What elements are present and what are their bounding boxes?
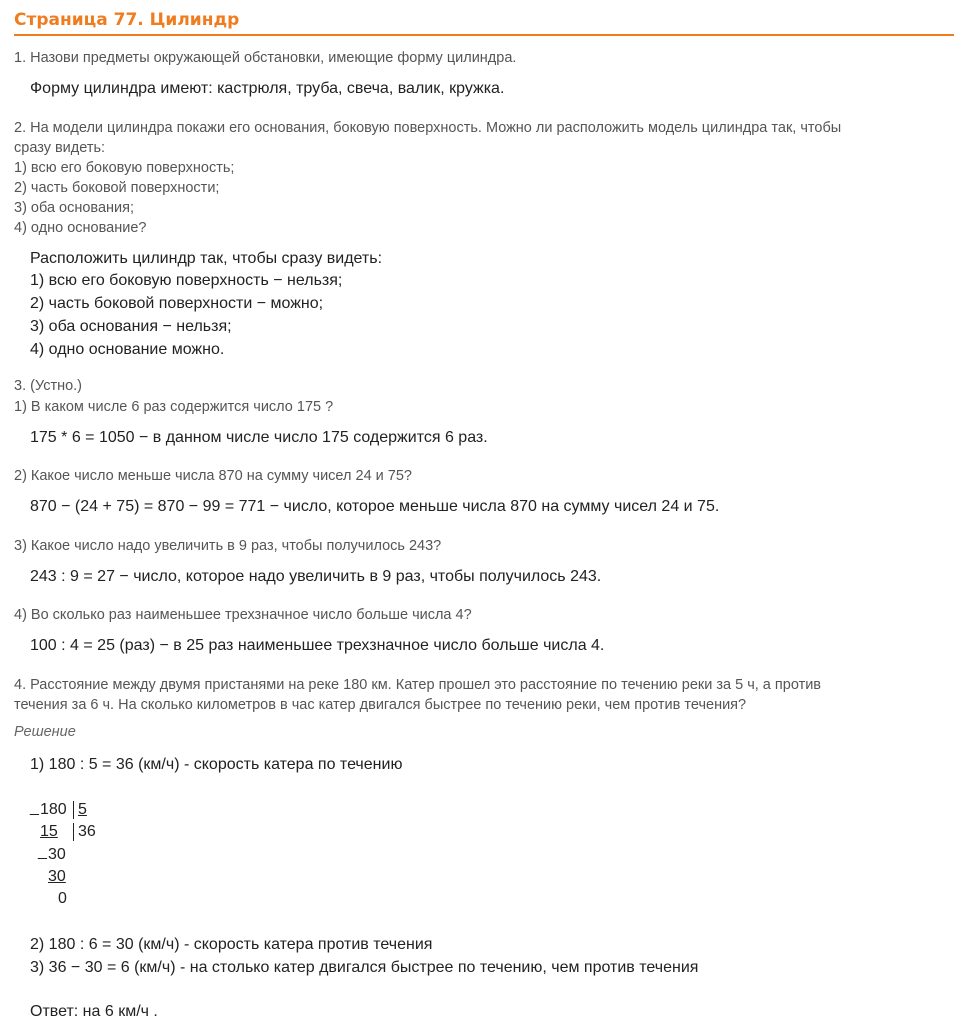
task2-answer-2: 2) часть боковой поверхности − можно; xyxy=(30,295,324,312)
task4-step2: 2) 180 : 6 = 30 (км/ч) - скорость катера против течения xyxy=(30,936,433,953)
task2-question-line1: 2. На модели цилиндра покажи его основания, боковую поверхность. Можно ли расположить модель цилиндра так, чтобы xyxy=(14,120,842,136)
task2-question-line2: сразу видеть: xyxy=(14,140,106,156)
division-subtrahend-1: 15 xyxy=(40,823,58,840)
task4-answer: Ответ: на 6 км/ч . xyxy=(30,1003,158,1020)
task4-question-line2: течения за 6 ч. На сколько километров в час катер двигался быстрее по течению реки, чем против течения? xyxy=(14,697,747,713)
task1-answer: Форму цилиндра имеют: кастрюля, труба, свеча, валик, кружка. xyxy=(30,80,505,97)
task3-part3-question: 3) Какое число надо увеличить в 9 раз, чтобы получилось 243? xyxy=(14,538,442,554)
division-minus-2: _ xyxy=(38,843,47,860)
task2-item-4: 4) одно основание? xyxy=(14,220,147,236)
task1-question: 1. Назови предметы окружающей обстановки, имеющие форму цилиндра. xyxy=(14,50,517,66)
long-division xyxy=(30,799,230,911)
solution-label: Решение xyxy=(14,724,76,740)
division-divisor: 5 xyxy=(73,801,87,819)
page-title: Страница 77. Цилиндр xyxy=(14,10,954,36)
task3-part2-answer: 870 − (24 + 75) = 870 − 99 = 771 − число, которое меньше числа 870 на сумму чисел 24 и 75. xyxy=(30,498,720,515)
division-dividend: 180 xyxy=(40,801,67,818)
task4-step1: 1) 180 : 5 = 36 (км/ч) - скорость катера по течению xyxy=(30,756,403,773)
task3-heading: 3. (Устно.) xyxy=(14,378,83,394)
task2-answer-3: 3) оба основания − нельзя; xyxy=(30,318,232,335)
division-remainder-1: 30 xyxy=(48,846,66,863)
division-subtrahend-2: 30 xyxy=(48,868,66,885)
task2-answer-4: 4) одно основание можно. xyxy=(30,341,225,358)
task4-step3: 3) 36 − 30 = 6 (км/ч) - на столько катер двигался быстрее по течению, чем против течения xyxy=(30,959,699,976)
task3-part2-question: 2) Какое число меньше числа 870 на сумму чисел 24 и 75? xyxy=(14,468,412,484)
task3-part1-answer: 175 * 6 = 1050 − в данном числе число 175 содержится 6 раз. xyxy=(30,429,488,446)
task2-item-3: 3) оба основания; xyxy=(14,200,135,216)
task2-answer-1: 1) всю его боковую поверхность − нельзя; xyxy=(30,272,343,289)
task4-question-line1: 4. Расстояние между двумя пристанями на реке 180 км. Катер прошел это расстояние по течению реки за 5 ч, а против xyxy=(14,677,822,693)
task3-part3-answer: 243 : 9 = 27 − число, которое надо увеличить в 9 раз, чтобы получилось 243. xyxy=(30,568,602,585)
task2-item-1: 1) всю его боковую поверхность; xyxy=(14,160,235,176)
division-remainder-2: 0 xyxy=(58,890,67,907)
task2-item-2: 2) часть боковой поверхности; xyxy=(14,180,220,196)
division-minus-1: _ xyxy=(30,799,39,816)
task3-part1-question: 1) В каком числе 6 раз содержится число 175 ? xyxy=(14,399,334,415)
division-quotient: 36 xyxy=(73,823,96,841)
task3-part4-answer: 100 : 4 = 25 (раз) − в 25 раз наименьшее трехзначное число больше числа 4. xyxy=(30,637,605,654)
task3-part4-question: 4) Во сколько раз наименьшее трехзначное число больше числа 4? xyxy=(14,607,472,623)
task2-answer-intro: Расположить цилиндр так, чтобы сразу видеть: xyxy=(30,250,383,267)
